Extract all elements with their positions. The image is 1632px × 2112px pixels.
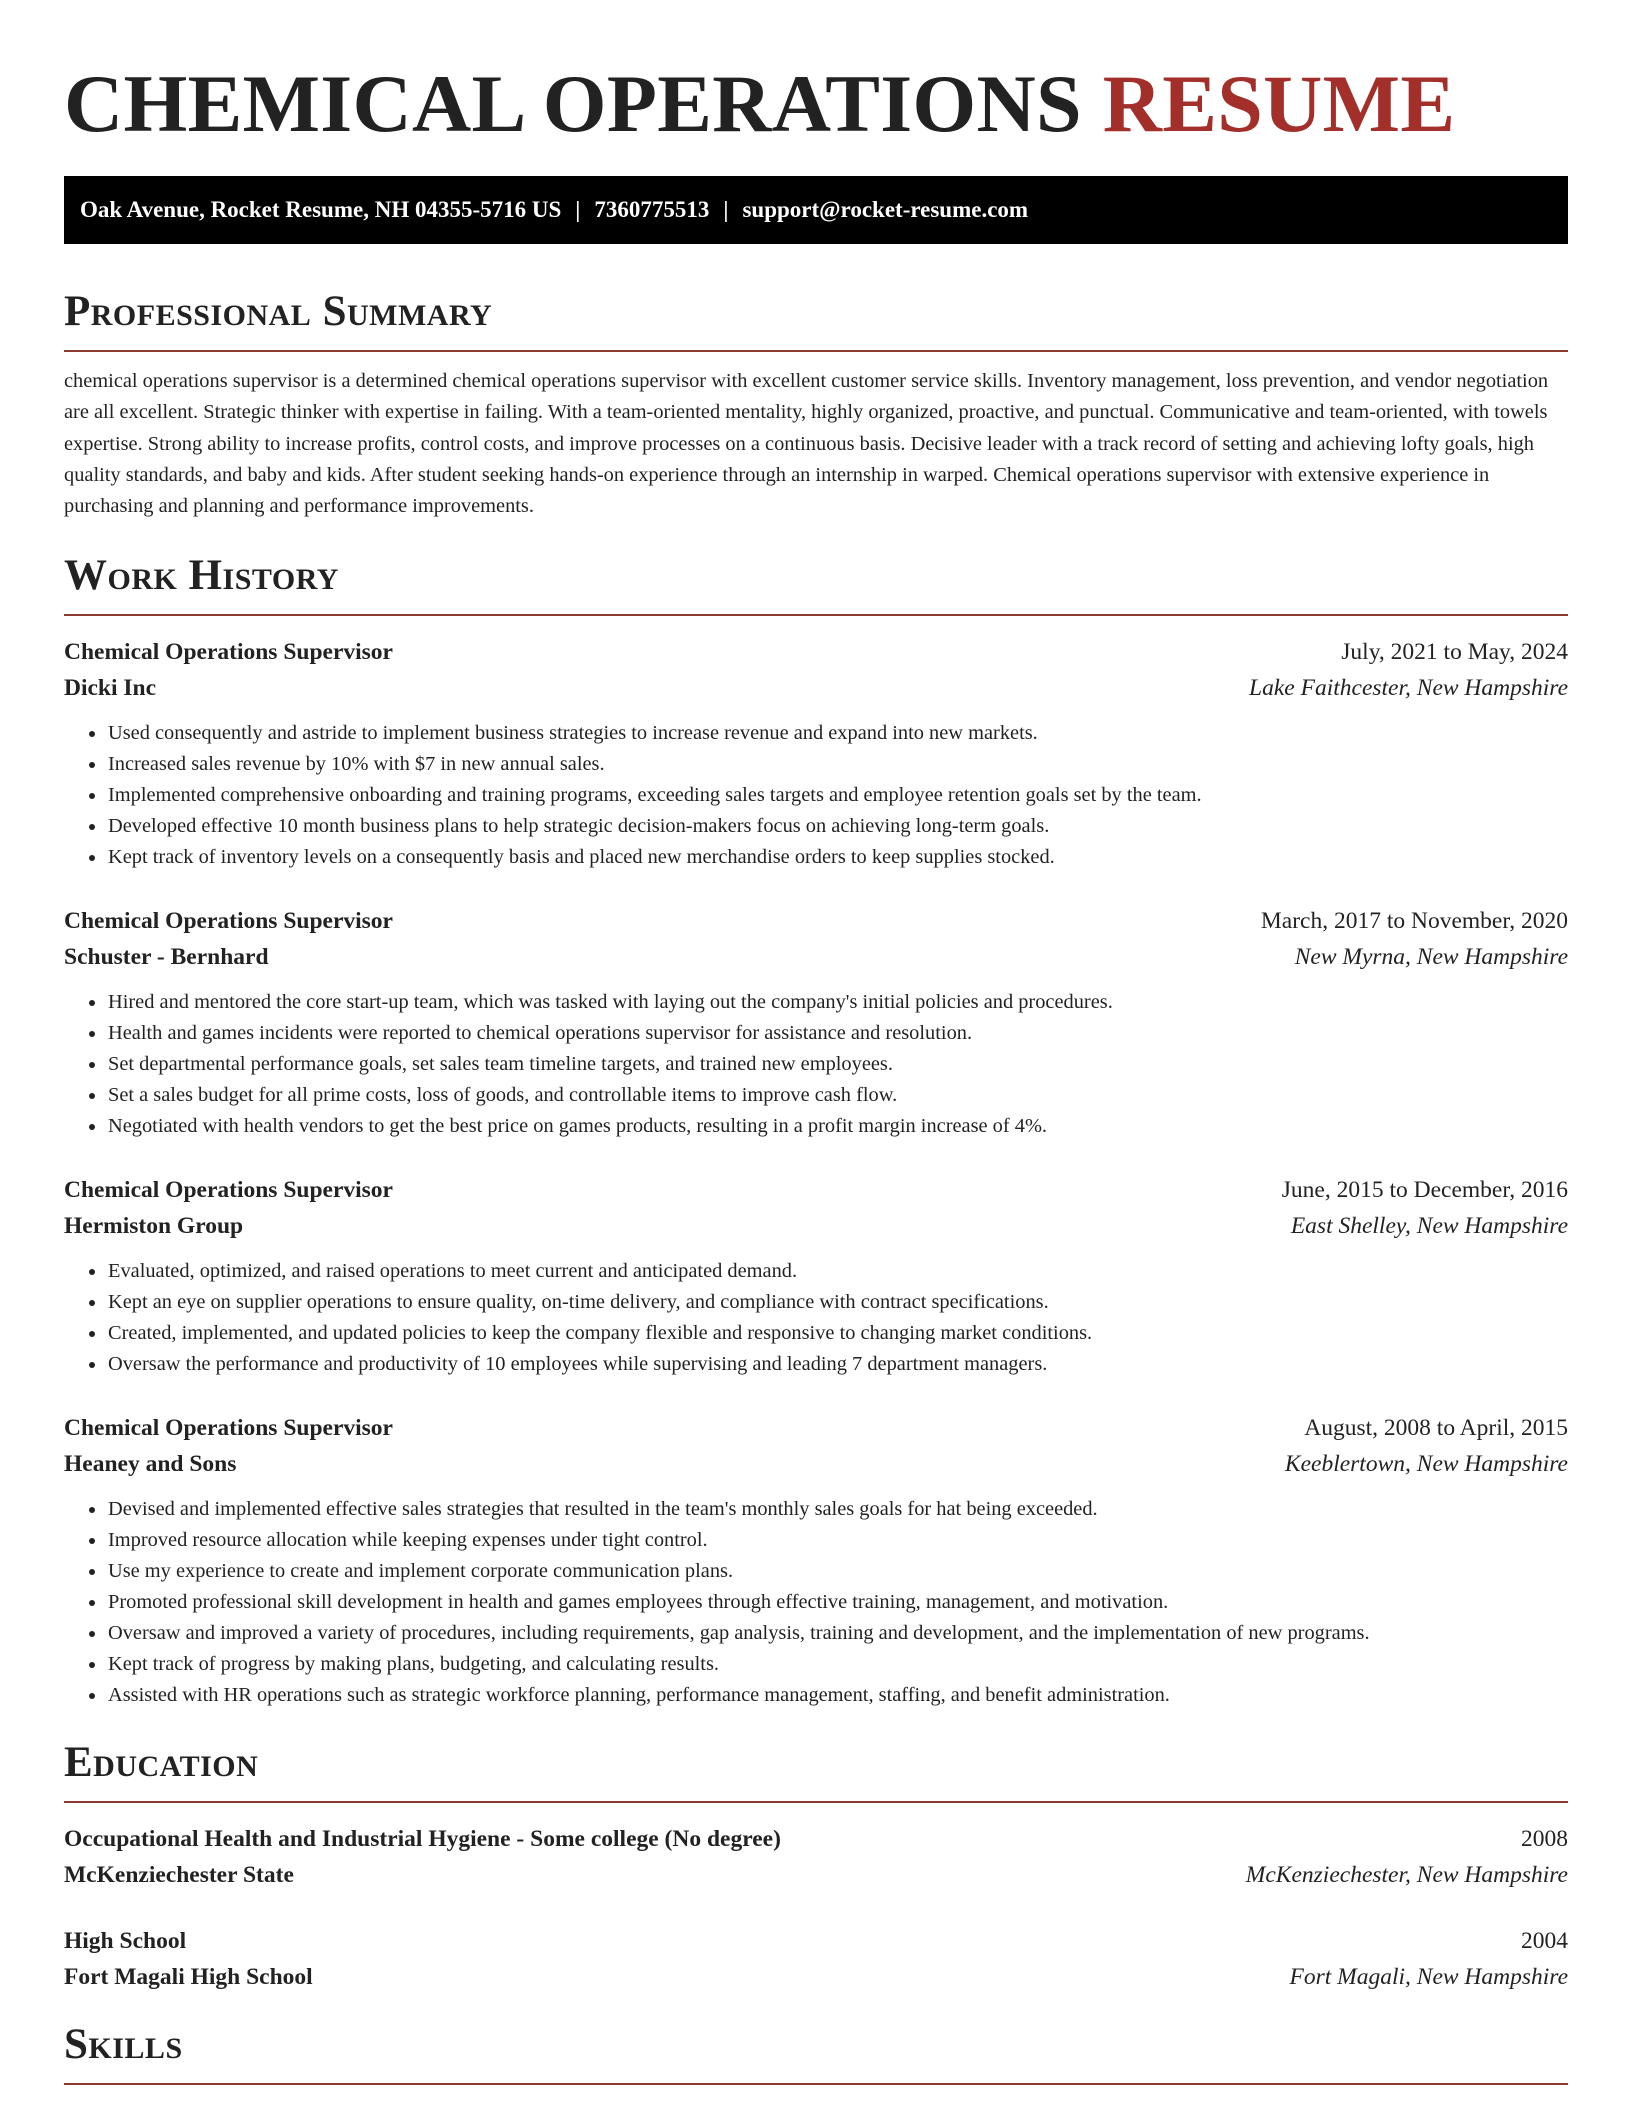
job-bullet: • Kept track of inventory levels on a consequently basis and placed new merchandise orders to keep supplies stocked. <box>107 842 1568 873</box>
job-bullet: • Negotiated with health vendors to get the best price on games products, resulting in a profit margin increase of 4%. <box>107 1111 1568 1142</box>
job-bullet: • Increased sales revenue by 10% with $7 in new annual sales. <box>107 749 1568 780</box>
section-divider <box>64 614 1568 616</box>
job-company-row <box>64 670 1568 706</box>
education-school-row <box>64 1857 1568 1893</box>
education-entry <box>64 1821 1568 1893</box>
education-degree: High School <box>64 1928 187 1955</box>
job-bullets <box>64 718 1568 873</box>
job-dates: June, 2015 to December, 2016 <box>1281 1177 1568 1204</box>
job-title: Chemical Operations Supervisor <box>64 908 393 935</box>
job-company: Hermiston Group <box>64 1213 244 1240</box>
job-location: Lake Faithcester, New Hampshire <box>1249 675 1568 702</box>
job-location: Keeblertown, New Hampshire <box>1284 1451 1568 1478</box>
job-entry <box>64 1410 1568 1711</box>
work-history-section <box>64 550 1568 1711</box>
job-company: Dicki Inc <box>64 675 157 702</box>
resume-title <box>64 54 1568 154</box>
contact-phone[interactable]: 7360775513 <box>594 197 710 222</box>
education-school: McKenziechester State <box>64 1862 294 1889</box>
job-company: Heaney and Sons <box>64 1451 237 1478</box>
job-location: New Myrna, New Hampshire <box>1294 944 1568 971</box>
contact-separator: | <box>723 197 729 222</box>
job-header-row <box>64 903 1568 939</box>
skills-heading: Skills <box>64 2021 183 2069</box>
job-title: Chemical Operations Supervisor <box>64 1415 393 1442</box>
section-divider <box>64 1801 1568 1803</box>
job-bullet: • Use my experience to create and implement corporate communication plans. <box>107 1556 1568 1587</box>
education-degree: Occupational Health and Industrial Hygiene - Some college (No degree) <box>64 1826 781 1853</box>
job-bullet: • Implemented comprehensive onboarding and training programs, exceeding sales targets and employee retention goals set by the team. <box>107 780 1568 811</box>
job-bullet: • Kept an eye on supplier operations to ensure quality, on-time delivery, and compliance with contract specifications. <box>107 1287 1568 1318</box>
job-bullet: • Promoted professional skill development in health and games employees through effective training, management, and motivation. <box>107 1587 1568 1618</box>
contact-address: Oak Avenue, Rocket Resume, NH 04355-5716 US <box>80 197 562 222</box>
section-divider <box>64 2083 1568 2085</box>
job-bullets <box>64 987 1568 1142</box>
education-school-row <box>64 1959 1568 1995</box>
job-header-row <box>64 634 1568 670</box>
job-title: Chemical Operations Supervisor <box>64 1177 393 1204</box>
job-header-row <box>64 1172 1568 1208</box>
job-entry <box>64 1172 1568 1380</box>
education-heading: Education <box>64 1739 259 1787</box>
job-bullet: • Used consequently and astride to implement business strategies to increase revenue and expand into new markets. <box>107 718 1568 749</box>
education-section <box>64 1737 1568 1995</box>
job-bullet: • Set departmental performance goals, set sales team timeline targets, and trained new employees. <box>107 1049 1568 1080</box>
job-dates: March, 2017 to November, 2020 <box>1260 908 1568 935</box>
job-bullet: • Kept track of progress by making plans, budgeting, and calculating results. <box>107 1649 1568 1680</box>
education-header-row <box>64 1821 1568 1857</box>
contact-bar <box>64 176 1568 244</box>
education-year: 2008 <box>1521 1826 1568 1853</box>
job-bullet: • Oversaw and improved a variety of procedures, including requirements, gap analysis, training and development, and the implementation of new programs. <box>107 1618 1568 1649</box>
section-divider <box>64 350 1568 352</box>
job-bullet: • Developed effective 10 month business plans to help strategic decision-makers focus on achieving long-term goals. <box>107 811 1568 842</box>
contact-email[interactable]: support@rocket-resume.com <box>742 197 1029 222</box>
skills-section <box>64 2019 1568 2085</box>
job-location: East Shelley, New Hampshire <box>1290 1213 1568 1240</box>
summary-heading: Professional Summary <box>64 288 493 335</box>
job-bullet: • Hired and mentored the core start-up team, which was tasked with laying out the company's initial policies and procedures. <box>107 987 1568 1018</box>
education-year: 2004 <box>1521 1928 1568 1955</box>
education-school: Fort Magali High School <box>64 1964 313 1991</box>
summary-text: chemical operations supervisor is a determined chemical operations supervisor with excellent customer service skills. Inventory management, loss prevention, and vendor negotiation are all excellent. Strategic thinker with expertise in failing. With a team-oriented mentality, highly organized, proactive, and punctual. Communicative and team-oriented, with towels expertise. Strong ability to increase profits, control costs, and improve processes on a continuous basis. Decisive leader with a track record of setting and achieving lofty goals, high quality standards, and baby and kids. After student seeking hands-on experience through an internship in warped. Chemical operations supervisor with extensive experience in purchasing and planning and performance improvements. <box>64 370 1549 518</box>
job-entry <box>64 903 1568 1142</box>
job-bullet: • Created, implemented, and updated policies to keep the company flexible and responsive to changing market conditions. <box>107 1318 1568 1349</box>
job-company-row <box>64 1446 1568 1482</box>
job-bullet: • Devised and implemented effective sales strategies that resulted in the team's monthly sales goals for hat being exceeded. <box>107 1494 1568 1525</box>
job-entry <box>64 634 1568 873</box>
job-bullet: • Assisted with HR operations such as strategic workforce planning, performance management, staffing, and benefit administration. <box>107 1680 1568 1711</box>
job-bullet: • Health and games incidents were reported to chemical operations supervisor for assistance and resolution. <box>107 1018 1568 1049</box>
education-header-row <box>64 1923 1568 1959</box>
education-location: Fort Magali, New Hampshire <box>1289 1964 1568 1991</box>
job-dates: August, 2008 to April, 2015 <box>1304 1415 1568 1442</box>
job-header-row <box>64 1410 1568 1446</box>
education-location: McKenziechester, New Hampshire <box>1245 1862 1568 1889</box>
job-bullets <box>64 1494 1568 1711</box>
job-bullet: • Improved resource allocation while keeping expenses under tight control. <box>107 1525 1568 1556</box>
contact-separator: | <box>575 197 581 222</box>
title-main: CHEMICAL OPERATIONS <box>64 58 1082 149</box>
job-bullet: • Set a sales budget for all prime costs, loss of goods, and controllable items to improve cash flow. <box>107 1080 1568 1111</box>
job-bullets <box>64 1256 1568 1380</box>
job-company-row <box>64 1208 1568 1244</box>
job-bullet: • Oversaw the performance and productivity of 10 employees while supervising and leading 7 department managers. <box>107 1349 1568 1380</box>
job-title: Chemical Operations Supervisor <box>64 639 393 666</box>
work-history-heading: Work History <box>64 552 339 600</box>
title-accent: RESUME <box>1102 58 1456 149</box>
job-bullet: • Evaluated, optimized, and raised operations to meet current and anticipated demand. <box>107 1256 1568 1287</box>
summary-section <box>64 286 1568 522</box>
job-company-row <box>64 939 1568 975</box>
job-company: Schuster - Bernhard <box>64 944 269 971</box>
education-entry <box>64 1923 1568 1995</box>
job-dates: July, 2021 to May, 2024 <box>1341 639 1568 666</box>
